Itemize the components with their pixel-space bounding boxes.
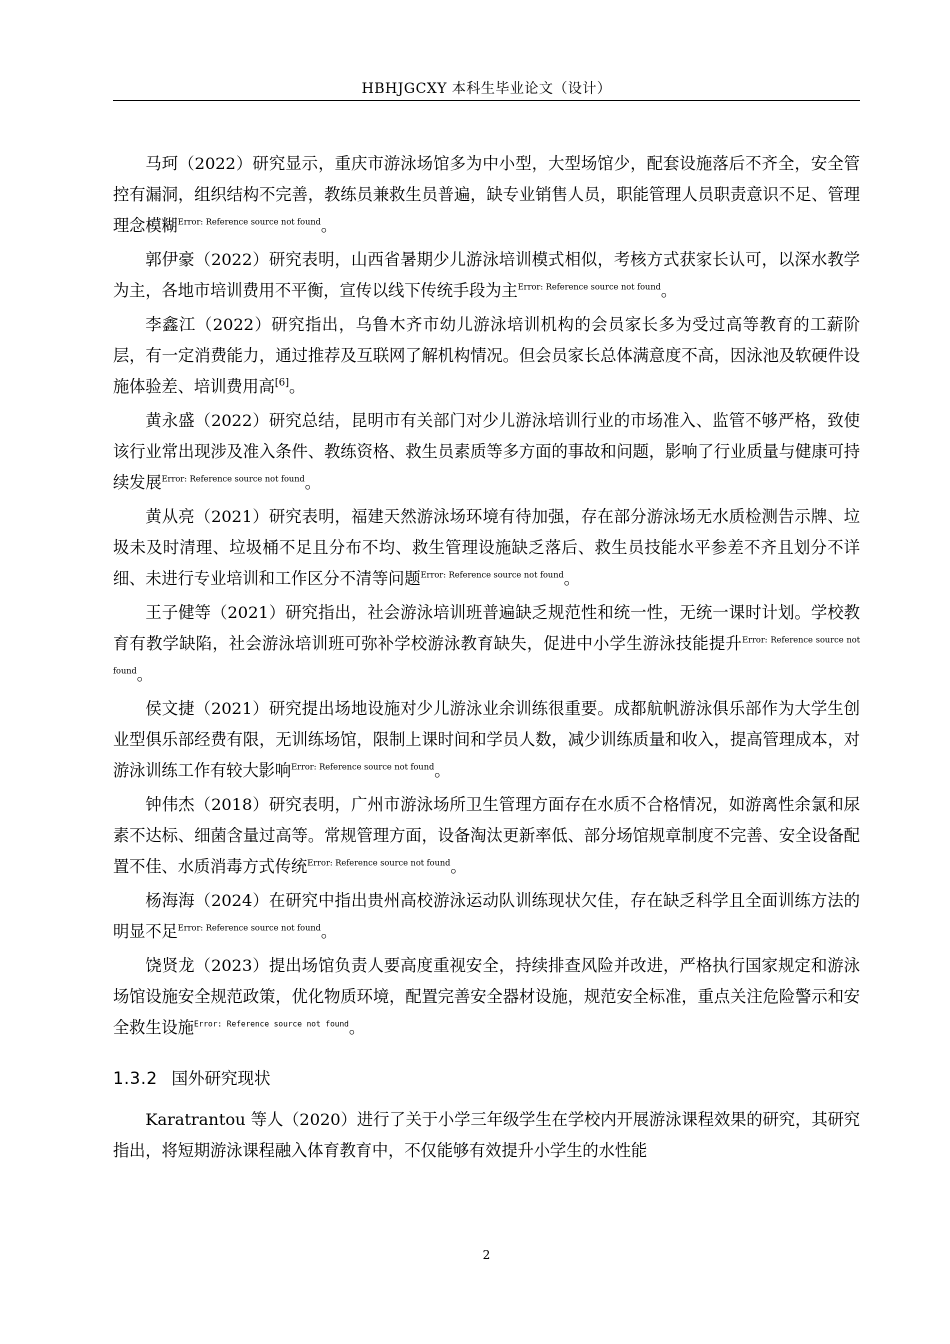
paragraph-text: 黄永盛（2022）研究总结，昆明市有关部门对少儿游泳培训行业的市场准入、监管不够严格，致使该行业常出现涉及准入条件、教练资格、救生员素质等多方面的事故和问题，影响了行业质量与健康可持续发展 [113,411,860,492]
header-rule [113,100,860,101]
paragraph-text: Karatrantou 等人（2020）进行了关于小学三年级学生在学校内开展游泳课程效果的研究，其研究指出，将短期游泳课程融入体育教育中，不仅能够有效提升小学生的水性能 [113,1110,860,1160]
paragraph-guo [113,244,860,306]
paragraph-ma [113,148,860,241]
paragraph-text: 郭伊豪（2022）研究表明，山西省暑期少儿游泳培训模式相似，考核方式获家长认可，以深水教学为主，各地市培训费用不平衡，宣传以线下传统手段为主 [113,250,860,300]
paragraph-hou [113,693,860,786]
paragraph-end: 。 [320,216,338,235]
section-number: 1.3.2 [113,1069,158,1088]
paragraph-wang [113,597,860,690]
reference-error: Error: Reference source not found [113,634,860,676]
reference-error: Error: Reference source not found [161,473,305,484]
paragraph-end: 。 [434,761,451,780]
paragraph-text: 黄从亮（2021）研究表明，福建天然游泳场环境有待加强，存在部分游泳场无水质检测告示牌、垃圾未及时清理、垃圾桶不足且分布不均、救生管理设施缺乏落后、救生员技能水平参差不齐且划分不详细、未进行专业培训和工作区分不清等问题 [113,507,860,588]
paragraph-end: 。 [136,665,153,684]
paragraph-end: 。 [450,857,467,876]
paragraph-text: 王子健等（2021）研究指出，社会游泳培训班普遍缺乏规范性和统一性，无统一课时计划。学校教育有教学缺陷，社会游泳培训班可弥补学校游泳教育缺失，促进中小学生游泳技能提升 [113,603,860,653]
citation-number: [6] [274,377,290,389]
reference-error: Error: Reference source not found [291,761,435,772]
paragraph-zhong [113,789,860,882]
paragraph-end: 。 [320,922,338,941]
paragraph-end: 。 [563,569,580,588]
paragraph-rao [113,950,860,1043]
paragraph-text: 饶贤龙（2023）提出场馆负责人要高度重视安全，持续排查风险并改进，严格执行国家规定和游泳场馆设施安全规范政策，优化物质环境，配置完善安全器材设施，规范安全标准，重点关注危险警示和安全救生设施 [113,956,860,1037]
paragraph-huang-ys [113,405,860,498]
reference-error: Error: Reference source not found [517,281,661,292]
paragraph-text: 李鑫江（2022）研究指出，乌鲁木齐市幼儿游泳培训机构的会员家长多为受过高等教育的工薪阶层，有一定消费能力，通过推荐及互联网了解机构情况。但会员家长总体满意度不高，因泳池及软硬件设施体验差、培训费用高 [113,315,860,396]
paragraph-huang-cl [113,501,860,594]
section-title: 国外研究现状 [171,1069,271,1088]
paragraph-li [113,309,860,402]
paragraph-karatrantou [113,1104,860,1166]
paragraph-end: 。 [660,281,678,300]
paragraph-end: 。 [304,473,321,492]
paragraph-text: 杨海海（2024）在研究中指出贵州高校游泳运动队训练现状欠佳，存在缺乏科学且全面训练方法的明显不足 [113,891,860,941]
document-body [113,148,860,1169]
paragraph-text: 马珂（2022）研究显示，重庆市游泳场馆多为中小型，大型场馆少，配套设施落后不齐全，安全管控有漏洞，组织结构不完善，教练员兼救生员普遍，缺专业销售人员，职能管理人员职责意识不足、管理理念模糊 [113,154,860,235]
paragraph-text: 钟伟杰（2018）研究表明，广州市游泳场所卫生管理方面存在水质不合格情况，如游离性余氯和尿素不达标、细菌含量过高等。常规管理方面，设备淘汰更新率低、部分场馆规章制度不完善、安全设备配置不佳、水质消毒方式传统 [113,795,860,876]
page-header: HBHJGCXY 本科生毕业论文（设计） [361,81,612,97]
paragraph-end: 。 [289,377,306,396]
section-heading [113,1063,860,1094]
paragraph-end: 。 [348,1018,366,1037]
reference-error: Error: Reference source not found [307,857,451,868]
reference-error: Error: Reference source not found [193,1019,349,1029]
paragraph-yang [113,885,860,947]
reference-error: Error: Reference source not found [177,922,321,933]
reference-error: Error: Reference source not found [177,216,321,227]
reference-error: Error: Reference source not found [420,569,564,580]
paragraph-text: 侯文捷（2021）研究提出场地设施对少儿游泳业余训练很重要。成都航帆游泳俱乐部作为大学生创业型俱乐部经费有限，无训练场馆，限制上课时间和学员人数，减少训练质量和收入，提高管理成本，对游泳训练工作有较大影响 [113,699,860,780]
page-number: 2 [482,1248,491,1262]
